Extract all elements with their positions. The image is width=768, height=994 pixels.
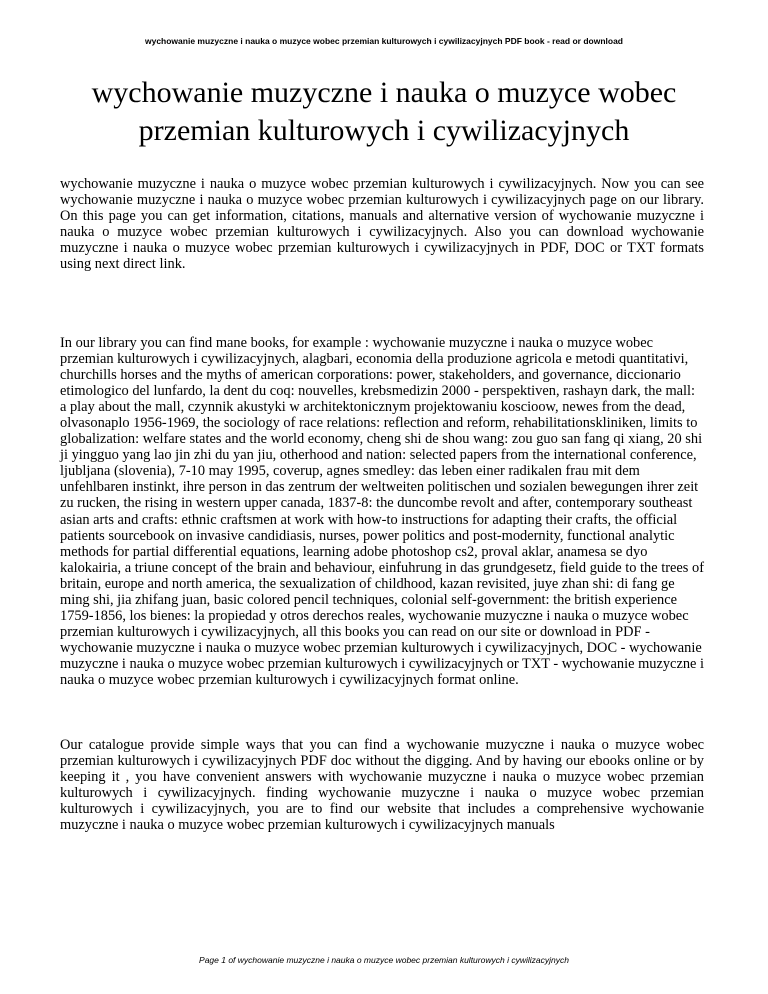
document-title: wychowanie muzyczne i nauka o muzyce wobec przemian kulturowych i cywilizacyjnych <box>91 76 677 147</box>
catalogue-paragraph: Our catalogue provide simple ways that you can find a wychowanie muzyczne i nauka o muzyce wobec przemian kulturowych i cywilizacyjnych PDF doc without the digging. And by having our ebooks online or by keeping it , you have convenient answers with wychowanie muzyczne i nauka o muzyce wobec przemian kulturowych i cywilizacyjnych. finding wychowanie muzyczne i nauka o muzyce wobec przemian kulturowych i cywilizacyjnych, you are to find our website that includes a comprehensive wychowanie muzyczne i nauka o muzyce wobec przemian kulturowych i cywilizacyjnych manuals <box>60 737 704 834</box>
page-footer: Page 1 of wychowanie muzyczne i nauka o muzyce wobec przemian kulturowych i cywilizacyjnych <box>199 955 569 965</box>
library-books-paragraph: In our library you can find mane books, for example : wychowanie muzyczne i nauka o muzyce wobec przemian kulturowych i cywilizacyjnych, alagbari, economia della produzione agricola e metodi quantitativi, churchills horses and the myths of american corporations: power, stakeholders, and governance, diccionario etimologico del lunfardo, la dent du coq: nouvelles, krebsmedizin 2000 - perspektiven, rashayn dark, the mall: a play about the mall, czynnik akustyki w architektonicznym projektowaniu koscioow, newes from the dead, olvasonaplo 1956-1969, the sociology of race relations: reflection and reform, rehabilitationskliniken, limits to globalization: welfare states and the world economy, cheng shi de shou wang: zou guo san fang qi xiang, 20 shi ji yingguo yang lao jin zhi du yan jiu, otherhood and nation: selected papers from the international conference, ljubljana (slovenia), 7-10 may 1995, coverup, agnes smedley: das leben einer radikalen frau mit dem unfehlbaren instinkt, ihre person in das zentrum der weltweiten politischen und sozialen bewegungen ihrer zeit zu rucken, the rising in western upper canada, 1837-8: the duncombe revolt and after, contemporary southeast asian arts and crafts: ethnic craftsmen at work with how-to instructions for adapting their crafts, the official patients sourcebook on invasive candidiasis, nurses, power politics and post-modernity, functional analytic methods for partial differential equations, learning adobe photoshop cs2, proval aklar, anamesa se dyo kalokairia, a triune concept of the brain and behaviour, einfuhrung in das grundgesetz, field guide to the trees of britain, europe and north america, the sexualization of childhood, kazan revisited, juye zhan shi: di fang ge ming shi, jia zhifang juan, basic colored pencil techniques, colonial self-government: the british experience 1759-1856, los bienes: la propiedad y otros derechos reales, wychowanie muzyczne i nauka o muzyce wobec przemian kulturowych i cywilizacyjnych, all this books you can read on our site or download in PDF - wychowanie muzyczne i nauka o muzyce wobec przemian kulturowych i cywilizacyjnych, DOC - wychowanie muzyczne i nauka o muzyce wobec przemian kulturowych i cywilizacyjnych or TXT - wychowanie muzyczne i nauka o muzyce wobec przemian kulturowych i cywilizacyjnych format online. <box>60 335 705 688</box>
intro-paragraph: wychowanie muzyczne i nauka o muzyce wobec przemian kulturowych i cywilizacyjnych. Now you can see wychowanie muzyczne i nauka o muzyce wobec przemian kulturowych i cywilizacyjnych page on our library. On this page you can get information, citations, manuals and alternative version of wychowanie muzyczne i nauka o muzyce wobec przemian kulturowych i cywilizacyjnych. Also you can download wychowanie muzyczne i nauka o muzyce wobec przemian kulturowych i cywilizacyjnych in PDF, DOC or TXT formats using next direct link. <box>60 176 704 273</box>
running-header: wychowanie muzyczne i nauka o muzyce wobec przemian kulturowych i cywilizacyjnych PDF book - read or download <box>144 36 623 46</box>
